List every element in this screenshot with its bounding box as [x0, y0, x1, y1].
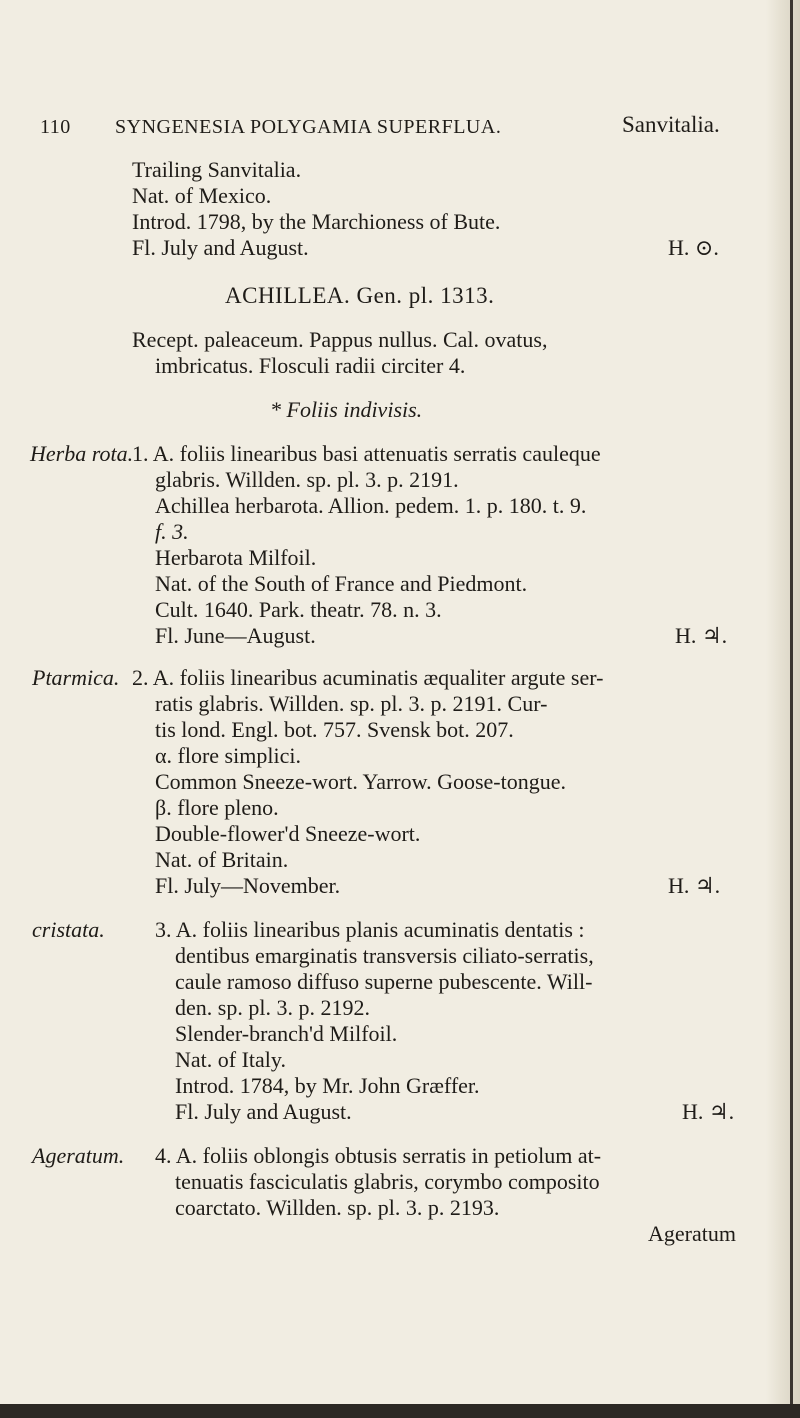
text-line: Herbarota Milfoil.: [155, 545, 317, 570]
text-line: Nat. of the South of France and Piedmont.: [155, 571, 528, 596]
habitat-mark: H. ♃.: [668, 873, 721, 898]
text-line: 3. A. foliis linearibus planis acuminatis dentatis :: [155, 917, 585, 942]
text-line: tenuatis fasciculatis glabris, corymbo composito: [175, 1169, 600, 1194]
section-heading: * Foliis indivisis.: [270, 397, 423, 422]
text-line: Fl. July and August.: [132, 235, 309, 260]
text-line: f. 3.: [155, 519, 189, 544]
text-line: coarctato. Willden. sp. pl. 3. p. 2193.: [175, 1195, 500, 1220]
text-line: Introd. 1784, by Mr. John Græffer.: [175, 1073, 480, 1098]
text-line: Nat. of Britain.: [155, 847, 289, 872]
text-line: Fl. July and August.: [175, 1099, 352, 1124]
catchword: Ageratum: [648, 1221, 736, 1246]
text-line: Achillea herbarota. Allion. pedem. 1. p. 180. t. 9.: [155, 493, 587, 518]
text-line: Fl. June—August.: [155, 623, 316, 648]
running-genus: Sanvitalia.: [622, 112, 720, 137]
margin-species-name: Ageratum.: [32, 1143, 125, 1168]
text-line: glabris. Willden. sp. pl. 3. p. 2191.: [155, 467, 459, 492]
text-line: Double-flower'd Sneeze-wort.: [155, 821, 421, 846]
running-title: SYNGENESIA POLYGAMIA SUPERFLUA.: [115, 116, 502, 138]
text-line: Trailing Sanvitalia.: [132, 157, 302, 182]
text-line: ratis glabris. Willden. sp. pl. 3. p. 2191. Cur-: [155, 691, 548, 716]
text-line: Recept. paleaceum. Pappus nullus. Cal. ovatus,: [132, 327, 548, 352]
text-line: Slender-branch'd Milfoil.: [175, 1021, 398, 1046]
text-line: α. flore simplici.: [155, 743, 301, 768]
genus-heading: ACHILLEA. Gen. pl. 1313.: [225, 283, 495, 308]
text-line: den. sp. pl. 3. p. 2192.: [175, 995, 370, 1020]
habitat-mark: H. ⊙.: [668, 235, 719, 260]
page-bottom-edge: [0, 1404, 800, 1418]
text-line: Introd. 1798, by the Marchioness of Bute.: [132, 209, 501, 234]
margin-species-name: Herba rota.: [30, 441, 134, 466]
margin-species-name: Ptarmica.: [32, 665, 120, 690]
margin-species-name: cristata.: [32, 917, 105, 942]
text-line: caule ramoso diffuso superne pubescente. Will-: [175, 969, 593, 994]
text-line: tis lond. Engl. bot. 757. Svensk bot. 207.: [155, 717, 514, 742]
text-line: Cult. 1640. Park. theatr. 78. n. 3.: [155, 597, 442, 622]
text-line: β. flore pleno.: [155, 795, 279, 820]
text-line: 4. A. foliis oblongis obtusis serratis in petiolum at-: [155, 1143, 602, 1168]
text-line: 2. A. foliis linearibus acuminatis æqualiter argute ser-: [132, 665, 604, 690]
text-line: 1. A. foliis linearibus basi attenuatis serratis cauleque: [132, 441, 601, 466]
text-line: Fl. July—November.: [155, 873, 341, 898]
page-edge-line: [790, 0, 793, 1418]
habitat-mark: H. ♃.: [682, 1099, 735, 1124]
text-line: Nat. of Italy.: [175, 1047, 286, 1072]
page-number: 110: [40, 116, 71, 138]
text-line: Common Sneeze-wort. Yarrow. Goose-tongue.: [155, 769, 567, 794]
habitat-mark: H. ♃.: [675, 623, 728, 648]
text-line: dentibus emarginatis transversis ciliato-serratis,: [175, 943, 594, 968]
text-line: Nat. of Mexico.: [132, 183, 272, 208]
page-edge-shadow: [766, 0, 800, 1418]
text-line: imbricatus. Flosculi radii circiter 4.: [155, 353, 466, 378]
